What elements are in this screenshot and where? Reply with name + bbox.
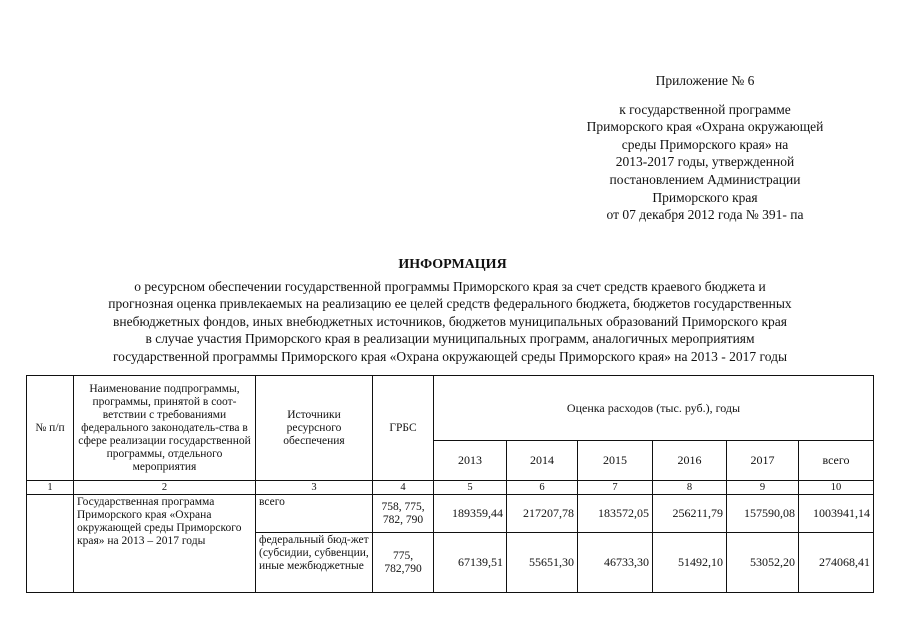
column-index: 2 bbox=[74, 481, 256, 495]
column-index: 5 bbox=[434, 481, 507, 495]
value-cell: 183572,05 bbox=[578, 495, 653, 533]
subtitle-line: прогнозная оценка привлекаемых на реализацию ее целей средств федерального бюджета, бюджетов государственных bbox=[108, 296, 792, 312]
document-title: ИНФОРМАЦИЯ bbox=[398, 257, 507, 272]
grbs-cell: 775, 782,790 bbox=[373, 533, 434, 593]
value-cell: 51492,10 bbox=[653, 533, 727, 593]
column-index: 9 bbox=[727, 481, 799, 495]
appendix-number: Приложение № 6 bbox=[655, 73, 755, 88]
appendix-line: среды Приморского края» на bbox=[621, 136, 789, 152]
header-sources: Источники ресурсного обеспечения bbox=[256, 376, 373, 481]
appendix-line: постановлением Администрации bbox=[609, 171, 801, 187]
value-cell: 55651,30 bbox=[507, 533, 578, 593]
column-index: 1 bbox=[27, 481, 74, 495]
value-cell: 1003941,14 bbox=[799, 495, 874, 533]
grbs-cell: 758, 775, 782, 790 bbox=[373, 495, 434, 533]
value-cell: 217207,78 bbox=[507, 495, 578, 533]
year-2015: 2015 bbox=[578, 441, 653, 481]
header-num: № п/п bbox=[27, 376, 74, 481]
appendix-line: 2013-2017 годы, утвержденной bbox=[615, 154, 795, 170]
document-subtitle bbox=[50, 278, 850, 365]
value-cell: 189359,44 bbox=[434, 495, 507, 533]
year-2014: 2014 bbox=[507, 441, 578, 481]
appendix-header bbox=[555, 72, 855, 224]
header-name: Наименование подпрограммы, программы, принятой в соот-ветствии с требованиями федерального законодатель-ства в сфере реализации государственной программы, отдельного мероприятия bbox=[74, 376, 256, 481]
year-2017: 2017 bbox=[727, 441, 799, 481]
source-cell: всего bbox=[256, 495, 373, 533]
year-total: всего bbox=[799, 441, 874, 481]
subtitle-line: государственной программы Приморского края «Охрана окружающей среды Приморского края» на 2013 - 2017 годы bbox=[112, 348, 788, 364]
value-cell: 46733,30 bbox=[578, 533, 653, 593]
row-num-cell bbox=[27, 495, 74, 593]
column-index: 8 bbox=[653, 481, 727, 495]
column-index: 4 bbox=[373, 481, 434, 495]
program-name: Государственная программа Приморского края «Охрана окружающей среды Приморского края» на 2013 – 2017 годы bbox=[74, 495, 256, 593]
year-2013: 2013 bbox=[434, 441, 507, 481]
header-row bbox=[27, 376, 874, 441]
appendix-line: Приморского края bbox=[652, 189, 758, 205]
column-index: 3 bbox=[256, 481, 373, 495]
subtitle-line: в случае участия Приморского края в реализации муниципальных программ, аналогичных мероприятиям bbox=[145, 331, 755, 347]
value-cell: 157590,08 bbox=[727, 495, 799, 533]
column-index: 6 bbox=[507, 481, 578, 495]
appendix-line: к государственной программе bbox=[619, 101, 791, 117]
value-cell: 256211,79 bbox=[653, 495, 727, 533]
value-cell: 274068,41 bbox=[799, 533, 874, 593]
header-estimate: Оценка расходов (тыс. руб.), годы bbox=[434, 376, 874, 441]
year-2016: 2016 bbox=[653, 441, 727, 481]
appendix-line: Приморского края «Охрана окружающей bbox=[586, 119, 824, 135]
column-index: 7 bbox=[578, 481, 653, 495]
table-row bbox=[27, 495, 874, 533]
header-grbs: ГРБС bbox=[373, 376, 434, 481]
subtitle-line: о ресурсном обеспечении государственной программы Приморского края за счет средств краевого бюджета и bbox=[134, 279, 766, 294]
source-cell: федеральный бюд-жет (субсидии, субвенции, иные межбюджетные bbox=[256, 533, 373, 593]
column-index-row bbox=[27, 481, 874, 495]
resource-table bbox=[26, 375, 874, 593]
value-cell: 53052,20 bbox=[727, 533, 799, 593]
appendix-line: от 07 декабря 2012 года № 391- па bbox=[606, 207, 804, 223]
column-index: 10 bbox=[799, 481, 874, 495]
value-cell: 67139,51 bbox=[434, 533, 507, 593]
subtitle-line: внебюджетных фондов, иных внебюджетных источников, бюджетов муниципальных образований Приморского края bbox=[113, 313, 787, 329]
